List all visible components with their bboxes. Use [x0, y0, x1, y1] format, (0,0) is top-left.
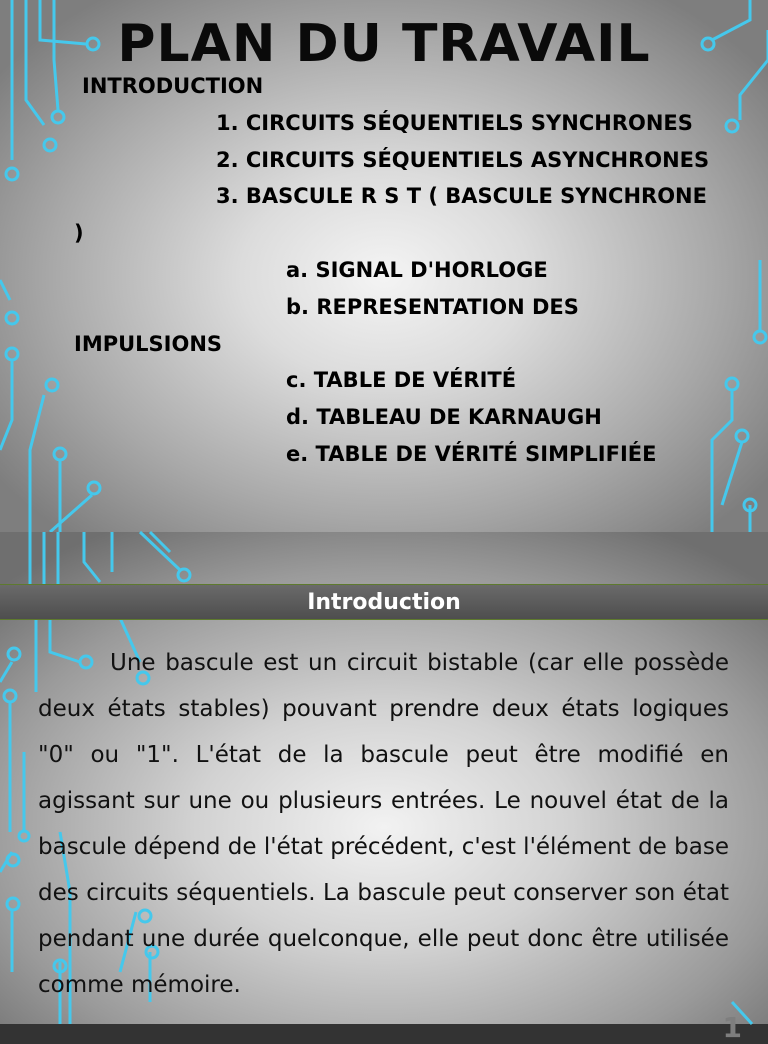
list-item: b. REPRESENTATION DES IMPULSIONS — [74, 294, 579, 356]
slide-introduction — [0, 532, 768, 1044]
plan-list — [74, 68, 714, 473]
intro-paragraph: Une bascule est un circuit bistable (car elle possède deux états stables) pouvant prendre deux états logiques "0" ou "1". L'état de la bascule peut être modifié en agissant sur une ou plusieurs entrées. Le nouvel état de la bascule dépend de l'état précédent, c'est l'élément de base des circuits séquentiels. La bascule peut conserver son état pendant une durée quelconque, elle peut donc être utilisée comme mémoire. — [38, 650, 729, 998]
list-item: d. TABLEAU DE KARNAUGH — [286, 405, 602, 430]
list-item: 1. CIRCUITS SÉQUENTIELS SYNCHRONES — [216, 110, 693, 135]
section-title: Introduction — [307, 589, 461, 615]
list-item: a. SIGNAL D'HORLOGE — [286, 257, 548, 282]
page-number: 1 — [722, 1011, 742, 1044]
page-title: PLAN DU TRAVAIL — [117, 14, 651, 74]
section-header — [0, 584, 768, 620]
list-item: 2. CIRCUITS SÉQUENTIELS ASYNCHRONES — [216, 147, 710, 172]
list-item: INTRODUCTION — [82, 74, 264, 98]
list-item: e. TABLE DE VÉRITÉ SIMPLIFIÉE — [286, 441, 657, 466]
list-item: 3. BASCULE R S T ( BASCULE SYNCHRONE ) — [74, 184, 707, 246]
list-item: c. TABLE DE VÉRITÉ — [286, 368, 517, 393]
